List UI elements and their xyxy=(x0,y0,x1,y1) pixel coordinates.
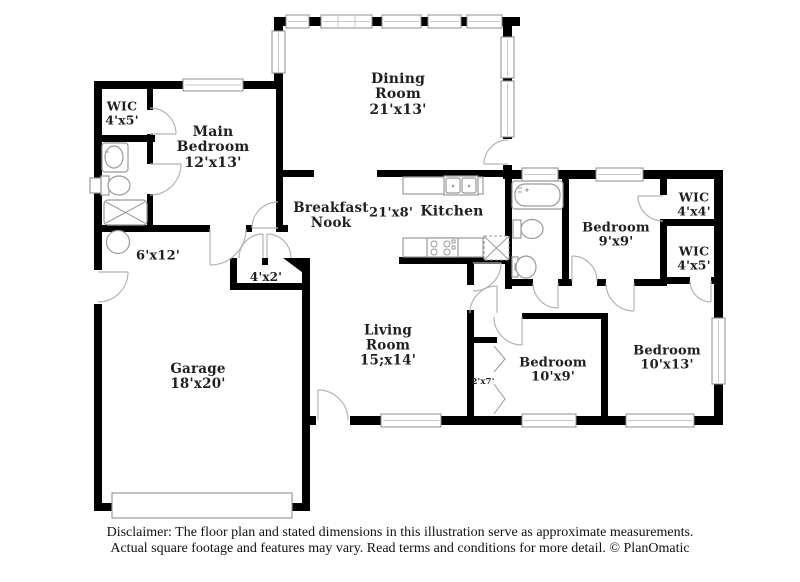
dim-label-21x8: 21'x8' xyxy=(368,205,414,221)
disclaimer-line-2: Actual square footage and features may vary. Read terms and conditions for more detail. © PlanOmatic xyxy=(110,540,690,556)
room-label-garage: Garage 18'x20' xyxy=(170,361,226,392)
disclaimer-line-1: Disclaimer: The floor plan and stated dimensions in this illustration serve as approximate measurements. xyxy=(106,525,694,540)
room-label-wic-4x4: WIC 4'x4' xyxy=(677,189,711,218)
dim-label-4x2: 4'x2' xyxy=(249,270,283,284)
room-label-breakfast-nook: Breakfast Nook xyxy=(293,200,369,231)
shower-icon xyxy=(104,200,147,225)
disclaimer-text xyxy=(0,525,800,556)
water-heater-icon xyxy=(107,231,130,254)
kitchen-sink-icon xyxy=(444,176,478,195)
vanity-sink-icon xyxy=(102,143,128,172)
room-label-bedroom-9x9: Bedroom 9'x9' xyxy=(582,220,650,250)
room-label-living-room: Living Room 15;x14' xyxy=(359,322,417,369)
stove-icon xyxy=(427,238,458,257)
room-label-main-bedroom: Main Bedroom 12'x13' xyxy=(176,123,250,171)
pedestal-sink-icon xyxy=(512,256,536,278)
room-label-wic-4x5-right: WIC 4'x5' xyxy=(677,243,711,272)
room-label-dining-room: Dining Room 21'x13' xyxy=(369,70,427,118)
room-label-bedroom-10x13: Bedroom 10'x13' xyxy=(633,343,701,373)
room-label-wic-main: WIC 4'x5' xyxy=(105,98,139,127)
bathtub-icon xyxy=(512,181,563,209)
refrigerator-icon xyxy=(484,236,509,260)
garage-door xyxy=(112,493,292,518)
toilet-icon xyxy=(90,176,130,195)
dim-label-6x12: 6'x12' xyxy=(135,248,181,264)
toilet-icon-2 xyxy=(513,220,543,239)
bifold-doors xyxy=(494,346,505,414)
dim-label-2x7: 2'x7' xyxy=(471,377,495,387)
room-label-kitchen: Kitchen xyxy=(420,203,484,220)
room-label-bedroom-10x9: Bedroom 10'x9' xyxy=(519,355,587,385)
